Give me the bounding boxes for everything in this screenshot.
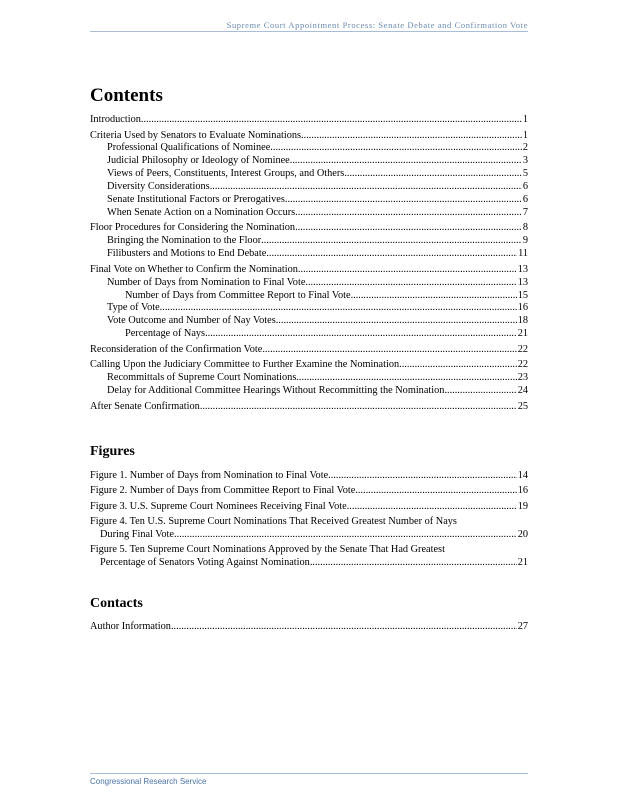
main-content — [90, 84, 528, 634]
toc-entry[interactable]: Vote Outcome and Number of Nay Votes ..... 18 — [90, 315, 528, 328]
toc-entry[interactable]: Bringing the Nomination to the Floor ..... 9 — [90, 235, 528, 248]
toc-entry[interactable]: Percentage of Nays ..... 21 — [90, 328, 528, 341]
toc-entry[interactable]: Senate Institutional Factors or Prerogatives ..... 6 — [90, 194, 528, 207]
toc-entry[interactable]: When Senate Action on a Nomination Occurs ..... 7 — [90, 207, 528, 220]
toc-entry[interactable]: Floor Procedures for Considering the Nomination ..... 8 — [90, 222, 528, 235]
toc-entry[interactable]: Recommittals of Supreme Court Nominations ..... 23 — [90, 372, 528, 385]
toc-entry[interactable]: Number of Days from Committee Report to Final Vote ..... 15 — [90, 290, 528, 303]
toc-entry[interactable]: After Senate Confirmation ..... 25 — [90, 401, 528, 414]
figure-entry[interactable]: Figure 5. Ten Supreme Court Nominations Approved by the Senate That Had Greatest Percentage of Senators Voting Against Nomination ..... 21 — [90, 544, 528, 570]
contents-list — [90, 114, 528, 414]
toc-entry[interactable]: Calling Upon the Judiciary Committee to Further Examine the Nomination ..... 22 — [90, 359, 528, 372]
contacts-title: Contacts — [90, 596, 143, 612]
toc-entry[interactable]: Final Vote on Whether to Confirm the Nomination ..... 13 — [90, 264, 528, 277]
toc-entry[interactable]: Criteria Used by Senators to Evaluate Nominations ..... 1 — [90, 130, 528, 143]
toc-entry[interactable]: Introduction ..... 1 — [90, 114, 528, 127]
running-header: Supreme Court Appointment Process: Senate Debate and Confirmation Vote — [226, 20, 528, 30]
toc-entry[interactable]: Filibusters and Motions to End Debate ..... 11 — [90, 248, 528, 261]
figure-entry[interactable]: Figure 4. Ten U.S. Supreme Court Nominations That Received Greatest Number of Nays During Final Vote ..... 20 — [90, 516, 528, 542]
footer-rule — [90, 773, 528, 774]
header-rule — [90, 31, 528, 32]
toc-entry[interactable]: Professional Qualifications of Nominee ..... 2 — [90, 142, 528, 155]
footer-text: Congressional Research Service — [90, 777, 207, 786]
toc-entry[interactable]: Diversity Considerations ..... 6 — [90, 181, 528, 194]
figures-list — [90, 470, 528, 571]
toc-entry[interactable]: Delay for Additional Committee Hearings Without Recommitting the Nomination ..... 24 — [90, 385, 528, 398]
toc-entry[interactable]: Views of Peers, Constituents, Interest Groups, and Others ..... 5 — [90, 168, 528, 181]
toc-entry[interactable]: Number of Days from Nomination to Final Vote ..... 13 — [90, 277, 528, 290]
figure-entry[interactable]: Figure 2. Number of Days from Committee Report to Final Vote ..... 16 — [90, 485, 528, 498]
toc-entry[interactable]: Type of Vote ..... 16 — [90, 302, 528, 315]
figure-entry[interactable]: Figure 1. Number of Days from Nomination to Final Vote ..... 14 — [90, 470, 528, 483]
toc-entry[interactable]: Reconsideration of the Confirmation Vote ..... 22 — [90, 344, 528, 357]
contact-entry[interactable]: Author Information ..... 27 — [90, 621, 528, 634]
contents-title: Contents — [90, 85, 163, 106]
contacts-list — [90, 621, 528, 634]
toc-entry[interactable]: Judicial Philosophy or Ideology of Nominee ..... 3 — [90, 155, 528, 168]
figures-title: Figures — [90, 443, 135, 459]
figure-entry[interactable]: Figure 3. U.S. Supreme Court Nominees Receiving Final Vote ..... 19 — [90, 501, 528, 514]
